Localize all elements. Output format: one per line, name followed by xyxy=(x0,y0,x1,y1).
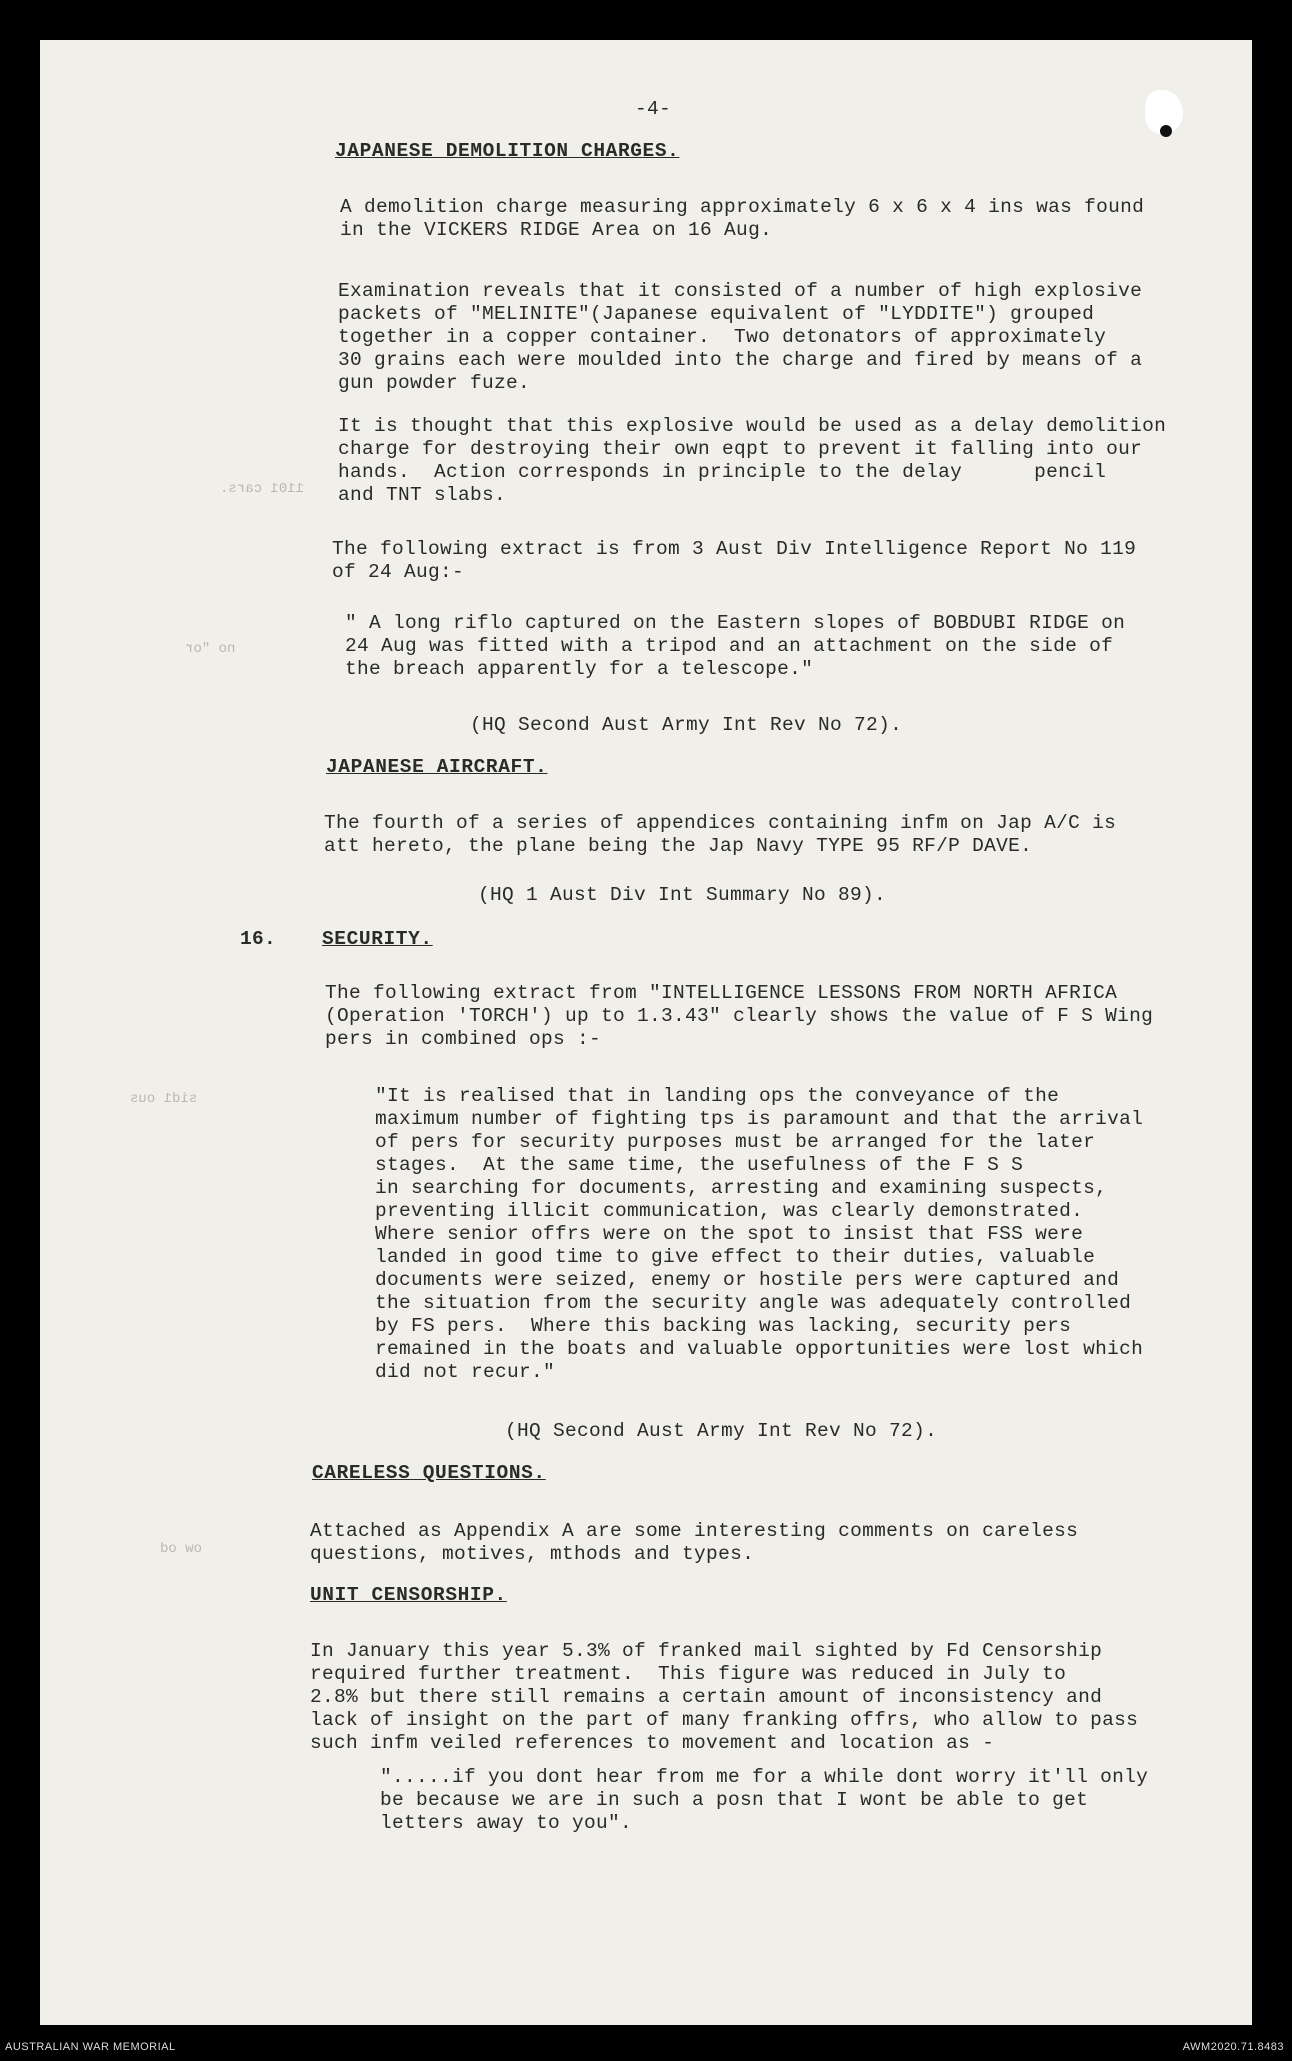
footer-reference: AWM2020.71.8483 xyxy=(1182,2041,1284,2053)
section-heading-aircraft: JAPANESE AIRCRAFT. xyxy=(326,756,548,778)
security-quote: "It is realised that in landing ops the conveyance of the maximum number of fighting tps is paramount and that the arrival of pers for security purposes must be arranged for the later stages. At the same time, the usefulness of the F S S in searching for documents, arresting and examining suspects, preventing illicit communication, was clearly demonstrated. Where senior offrs were on the spot to insist that FSS were landed in good time to give effect to their duties, valuable documents were seized, enemy or hostile pers were captured and the situation from the security angle was adequately controlled by FS pers. Where this backing was lacking, security pers remained in the boats and valuable opportunities were lost which did not recur." xyxy=(375,1085,1144,1383)
demolition-quote: " A long riflo captured on the Eastern slopes of BOBDUBI RIDGE on 24 Aug was fitted with a tripod and an attachment on the side of the breach apparently for a telescope." xyxy=(345,612,1126,680)
section-heading-careless: CARELESS QUESTIONS. xyxy=(312,1462,546,1484)
demolition-paragraph-4: The following extract is from 3 Aust Div Intelligence Report No 119 of 24 Aug:- xyxy=(332,538,1137,583)
security-paragraph: The following extract from "INTELLIGENCE LESSONS FROM NORTH AFRICA (Operation 'TORCH') up to 1.3.43" clearly shows the value of F S Wing pers in combined ops :- xyxy=(325,982,1154,1050)
bleed-through-mark: 1101 cars. xyxy=(220,481,305,497)
careless-paragraph: Attached as Appendix A are some interesting comments on careless questions, motives, mthods and types. xyxy=(310,1520,1079,1565)
section-number: 16. xyxy=(240,928,277,950)
demolition-paragraph-1: A demolition charge measuring approximately 6 x 6 x 4 ins was found in the VICKERS RIDGE Area on 16 Aug. xyxy=(340,196,1145,241)
bleed-through-mark: no "or xyxy=(185,641,236,657)
censorship-paragraph: In January this year 5.3% of franked mail sighted by Fd Censorship required further treatment. This figure was reduced in July to 2.8% but there still remains a certain amount of inconsistency and lack of insight on the part of many franking offrs, who allow to pass such infm veiled references to movement and location as - xyxy=(310,1640,1139,1754)
aircraft-source: (HQ 1 Aust Div Int Summary No 89). xyxy=(478,884,887,906)
bleed-through-mark: sid1 ous xyxy=(130,1091,198,1107)
section-heading-security: SECURITY. xyxy=(322,928,433,950)
ink-blot xyxy=(1160,125,1172,137)
section-heading-censorship: UNIT CENSORSHIP. xyxy=(310,1584,507,1606)
demolition-source: (HQ Second Aust Army Int Rev No 72). xyxy=(470,714,903,736)
demolition-paragraph-2: Examination reveals that it consisted of a number of high explosive packets of "MELINITE"(Japanese equivalent of "LYDDITE") grouped together in a copper container. Two detonators of approximately 30 grains each were moulded into the charge and fired by means of a gun powder fuze. xyxy=(338,280,1143,394)
aircraft-paragraph: The fourth of a series of appendices containing infm on Jap A/C is att hereto, the plane being the Jap Navy TYPE 95 RF/P DAVE. xyxy=(324,812,1117,857)
demolition-paragraph-3: It is thought that this explosive would be used as a delay demolition charge for destroying their own eqpt to prevent it falling into our hands. Action corresponds in principle to the delay pencil and TNT slabs. xyxy=(338,415,1167,506)
censorship-quote: ".....if you dont hear from me for a while dont worry it'll only be because we are in such a posn that I wont be able to get letters away to you". xyxy=(380,1766,1149,1834)
section-heading-demolition: JAPANESE DEMOLITION CHARGES. xyxy=(335,140,680,162)
bleed-through-mark: ow od xyxy=(160,1541,203,1557)
security-source: (HQ Second Aust Army Int Rev No 72). xyxy=(505,1420,938,1442)
footer-source: AUSTRALIAN WAR MEMORIAL xyxy=(5,2041,176,2053)
page-number: -4- xyxy=(635,98,672,120)
